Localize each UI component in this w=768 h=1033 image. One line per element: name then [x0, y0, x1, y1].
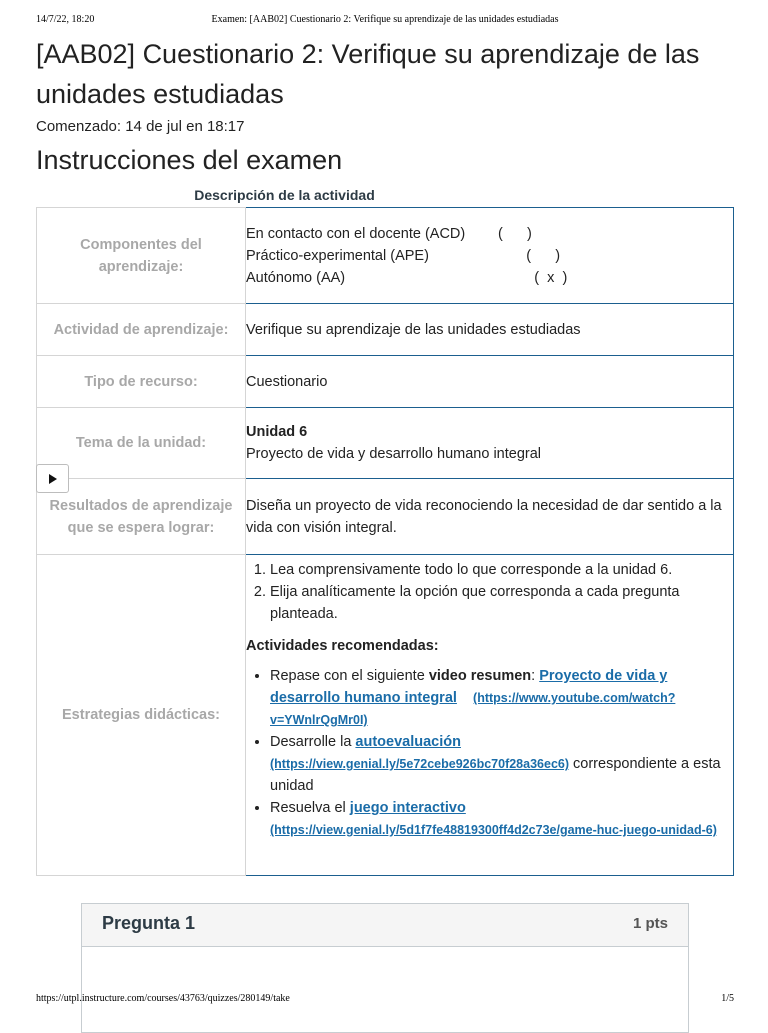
- list-item: 1. Lea comprensivamente todo lo que corresponde a la unidad 6.: [270, 559, 733, 581]
- print-page-number: 1/5: [721, 993, 734, 1004]
- print-datetime: 14/7/22, 18:20: [36, 14, 95, 25]
- component-name: Práctico-experimental (APE): [246, 247, 429, 264]
- unit-label: Tema de la unidad:: [37, 408, 246, 479]
- question-header: [82, 904, 688, 947]
- table-row: [37, 408, 734, 479]
- component-line: [246, 267, 733, 289]
- rec-bold: video resumen: [428, 668, 532, 684]
- table-caption: Descripción de la actividad: [194, 187, 375, 203]
- self-assessment-link[interactable]: autoevaluación: [355, 734, 461, 750]
- activity-value: Verifique su aprendizaje de las unidades estudiadas: [246, 304, 734, 356]
- resource-value: Cuestionario: [246, 356, 734, 408]
- video-url-link[interactable]: (https://www.youtube.com/watch?v=YWnlrQgMr0I): [270, 691, 676, 727]
- results-value: Diseña un proyecto de vida reconociendo la necesidad de dar sentido a la vida con visión integral.: [246, 479, 734, 555]
- rec-suffix: correspondiente a esta unidad: [270, 756, 721, 794]
- print-footer: [36, 993, 734, 1007]
- components-value: [246, 208, 734, 304]
- table-row: [37, 479, 734, 555]
- component-name: En contacto con el docente (ACD): [246, 225, 466, 242]
- question-card: [81, 903, 689, 1033]
- list-item: [270, 665, 733, 731]
- component-mark: ( ): [498, 247, 561, 264]
- recommended-heading: Actividades recomendadas:: [246, 638, 439, 654]
- interactive-game-url-link[interactable]: (https://view.genial.ly/5d1f7fe48819300ff4d2c73e/game-huc-juego-unidad-6): [270, 823, 717, 837]
- started-timestamp: Comenzado: 14 de jul en 18:17: [36, 118, 245, 135]
- list-item: [270, 731, 733, 797]
- rec-prefix: Repase con el siguiente: [270, 668, 429, 684]
- component-line: [246, 223, 733, 245]
- activity-label: Actividad de aprendizaje:: [37, 304, 246, 356]
- instructions-heading: Instrucciones del examen: [36, 145, 343, 175]
- self-assessment-url-link[interactable]: (https://view.genial.ly/5e72cebe926bc70f28a36ec6): [270, 757, 570, 771]
- activity-description-table: [36, 207, 734, 876]
- rec-colon: :: [531, 668, 540, 684]
- print-url: https://utpl.instructure.com/courses/43763/quizzes/280149/take: [36, 993, 290, 1004]
- resource-label: Tipo de recurso:: [37, 356, 246, 408]
- question-points: 1 pts: [632, 915, 668, 932]
- component-mark: ( ): [498, 225, 532, 242]
- table-row: [37, 555, 734, 876]
- list-item: [270, 797, 733, 841]
- results-label: Resultados de aprendizaje que se espera lograr:: [37, 479, 246, 555]
- component-mark: ( x ): [498, 269, 568, 286]
- question-title: Pregunta 1: [102, 913, 196, 933]
- print-document-title: Examen: [AAB02] Cuestionario 2: Verifique su aprendizaje de las unidades estudiadas: [211, 14, 559, 25]
- components-label: Componentes del aprendizaje:: [37, 208, 246, 304]
- unit-name: Unidad 6: [246, 424, 308, 440]
- table-row: [37, 208, 734, 304]
- rec-prefix: Desarrolle la: [270, 734, 356, 750]
- table-row: [37, 304, 734, 356]
- strategy-steps: [246, 559, 733, 625]
- rec-prefix: Resuelva el: [270, 800, 350, 816]
- strategies-value: [246, 555, 734, 876]
- play-icon: [49, 474, 57, 484]
- component-name: Autónomo (AA): [246, 269, 346, 286]
- strategies-label: Estrategias didácticas:: [37, 555, 246, 876]
- recommended-activities: [246, 665, 733, 841]
- print-header: [36, 14, 734, 28]
- video-summary-link[interactable]: Proyecto de vida y desarrollo humano integral: [270, 668, 668, 706]
- quiz-title: [AAB02] Cuestionario 2: Verifique su aprendizaje de las unidades estudiadas: [36, 39, 700, 109]
- table-row: [37, 356, 734, 408]
- unit-topic: Proyecto de vida y desarrollo humano integral: [246, 446, 541, 462]
- unit-value: [246, 408, 734, 479]
- interactive-game-link[interactable]: juego interactivo: [349, 800, 466, 816]
- list-item: 2. Elija analíticamente la opción que corresponda a cada pregunta planteada.: [270, 581, 733, 625]
- play-button[interactable]: [36, 464, 69, 493]
- component-line: [246, 245, 733, 267]
